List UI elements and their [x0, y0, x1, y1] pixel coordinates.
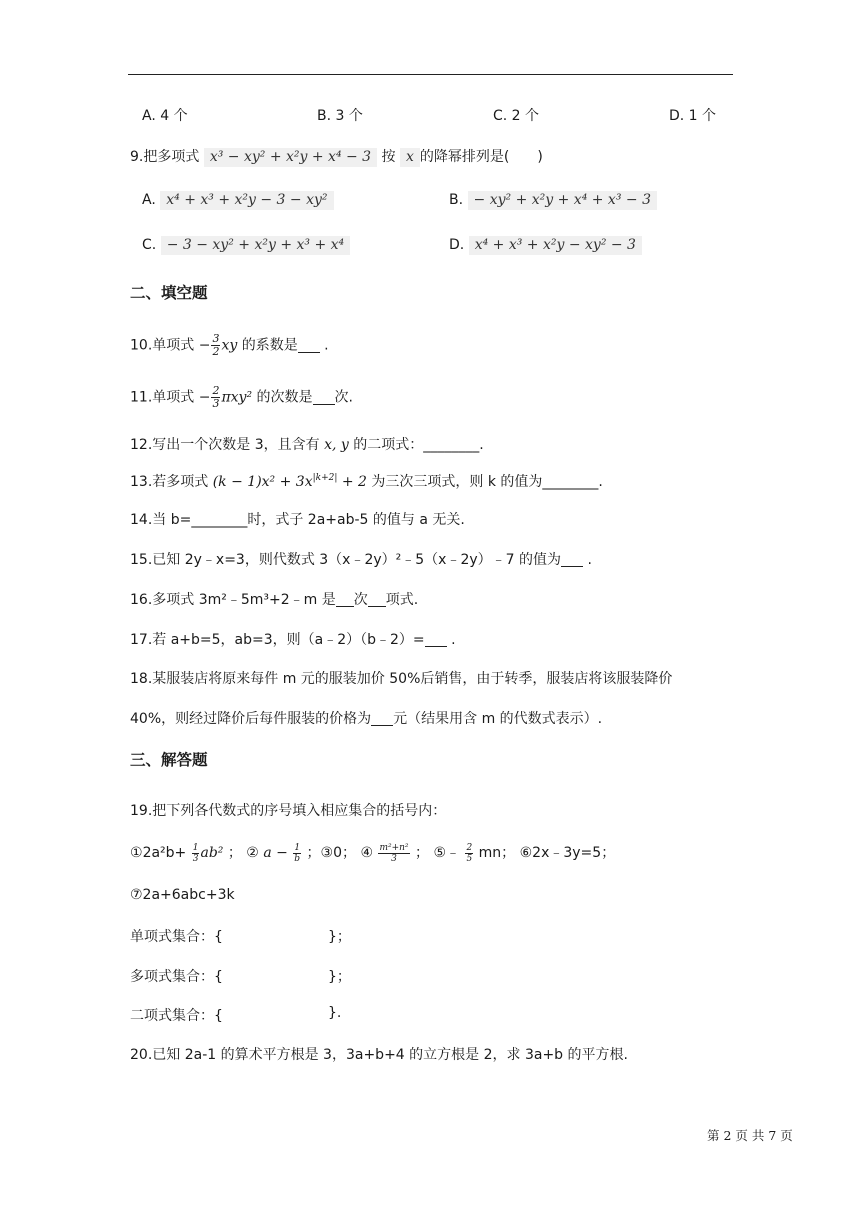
question-19-intro: 19.把下列各代数式的序号填入相应集合的括号内：	[130, 803, 447, 819]
question-15: 15.已知 2y﹣x=3，则代数式 3（x﹣2y）²﹣5（x﹣2y）﹣7 的值为 .	[130, 552, 592, 568]
question-10: 10.单项式 − $\frac{3}{2}$ xy 的系数是 .	[130, 332, 329, 358]
q9-option-c: C. − 3 − xy² + x²y + x³ + x⁴	[142, 237, 350, 253]
set-monomial-end: }；	[328, 929, 351, 945]
question-14: 14.当 b=________时，式子 2a+ab-5 的值与 a 无关.	[130, 512, 465, 528]
question-9	[130, 146, 543, 166]
q8-option-b: B. 3 个	[317, 108, 363, 124]
set-monomial-label: 单项式集合：{	[130, 929, 223, 945]
set-binomial-label: 二项式集合：{	[130, 1008, 223, 1024]
q16-answer-blank-1[interactable]	[336, 592, 354, 607]
q11-answer-blank[interactable]	[313, 390, 335, 405]
q10-fraction: $\frac{3}{2}$	[212, 332, 220, 358]
set-binomial-end: }.	[328, 1005, 342, 1021]
q9-option-d: D. x⁴ + x³ + x²y − xy² − 3	[449, 237, 642, 253]
question-20: 20.已知 2a-1 的算术平方根是 3，3a+b+4 的立方根是 2，求 3a+b 的平方根.	[130, 1047, 628, 1063]
q9-polynomial: x³ − xy² + x²y + x⁴ − 3	[204, 148, 377, 167]
question-12: 12.写出一个次数是 3，且含有 x, y 的二项式：________.	[130, 437, 484, 453]
q13-expression: $(k - 1)x^2 + 3x^{|k+2|} + 2$	[212, 473, 367, 490]
q9-option-a: A. x⁴ + x³ + x²y − 3 − xy²	[142, 192, 334, 208]
q16-answer-blank-2[interactable]	[368, 592, 386, 607]
section-fill-in-title: 二、填空题	[130, 284, 208, 302]
q18-answer-blank[interactable]	[371, 711, 393, 726]
q9-option-a-expr: x⁴ + x³ + x²y − 3 − xy²	[160, 191, 333, 210]
question-16: 16.多项式 3m²﹣5m³+2﹣m 是 次 项式.	[130, 592, 419, 608]
question-13: 13.若多项式 $(k - 1)x^2 + 3x^{|k+2|} + 2$ 为三次三项式，则 k 的值为________.	[130, 473, 603, 490]
section-answer-title: 三、解答题	[130, 751, 208, 769]
q9-variable: x	[400, 148, 420, 167]
q8-option-c: C. 2 个	[493, 108, 540, 124]
q9-mid: 按	[381, 149, 396, 165]
q9-option-d-expr: x⁴ + x³ + x²y − xy² − 3	[469, 236, 642, 255]
q15-answer-blank[interactable]	[561, 552, 583, 567]
question-19-items-line-1: ①2a²b+ $\frac{1}{3}$ ab² ； ② a − $\frac{1}{b}$ ；③0； ④ $\frac{\text{m²+n²}}{3}$ ； ⑤﹣ $\frac{2}{5}$ mn； ⑥2x﹣3y=5；	[130, 842, 616, 864]
header-rule	[128, 74, 733, 75]
q9-option-b: B. − xy² + x²y + x⁴ + x³ − 3	[449, 192, 657, 208]
q9-prefix: 9.把多项式	[130, 149, 200, 165]
question-18-line-1: 18.某服装店将原来每件 m 元的服装加价 50%后销售，由于转季，服装店将该服装降价	[130, 671, 673, 687]
set-polynomial-end: }；	[328, 969, 351, 985]
question-17: 17.若 a+b=5，ab=3，则（a﹣2）（b﹣2）= .	[130, 632, 456, 648]
question-11: 11.单项式 − $\frac{2}{3}$ πxy² 的次数是 次.	[130, 384, 353, 410]
question-18-line-2: 40%，则经过降价后每件服装的价格为 元（结果用含 m 的代数式表示）.	[130, 711, 603, 727]
q8-option-a: A. 4 个	[142, 108, 188, 124]
q17-answer-blank[interactable]	[425, 632, 447, 647]
q9-option-b-expr: − xy² + x²y + x⁴ + x³ − 3	[468, 191, 657, 210]
q9-option-c-expr: − 3 − xy² + x²y + x³ + x⁴	[161, 236, 350, 255]
q8-option-d: D. 1 个	[669, 108, 717, 124]
question-19-item-7: ⑦2a+6abc+3k	[130, 887, 235, 903]
page-footer: 第 2 页 共 7 页	[707, 1128, 793, 1143]
q9-suffix: 的降幂排列是( )	[419, 149, 543, 165]
set-polynomial-label: 多项式集合：{	[130, 969, 223, 985]
q11-fraction: $\frac{2}{3}$	[212, 384, 220, 410]
q10-answer-blank[interactable]	[298, 338, 320, 353]
